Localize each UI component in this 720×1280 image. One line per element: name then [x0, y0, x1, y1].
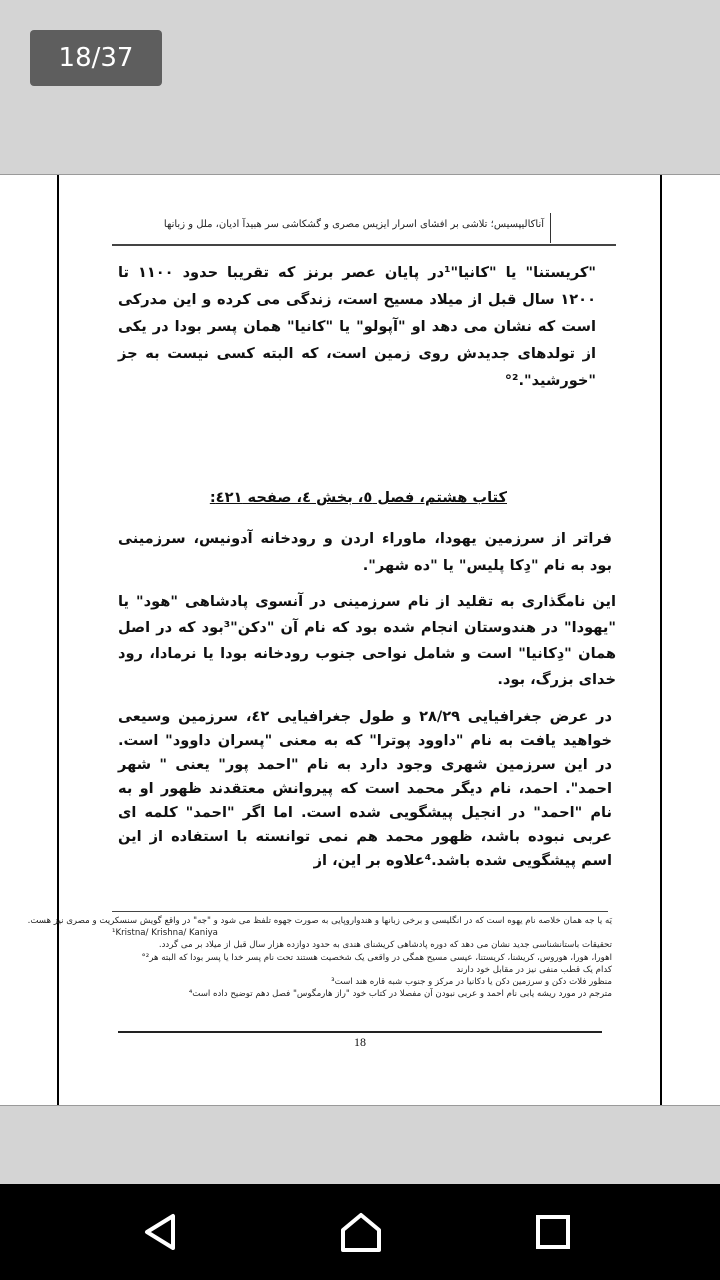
page-border-left	[57, 175, 59, 1105]
footnote: تحقیقات باستانشناسی جدید نشان می دهد که دوره پادشاهی کریشنای هندی به حدود دوازده هزار سال قبل از میلاد بر می گردد.	[158, 940, 612, 951]
footnotes	[27, 915, 612, 1000]
footer-rule	[118, 1031, 602, 1033]
footnote-rule	[112, 911, 608, 912]
page-counter: 18/37	[30, 30, 162, 86]
footnote: مترجم در مورد ریشه یابی نام احمد و عربی نبودن آن مفصلا در کتاب خود "راز هارمگوس" فصل دهم توضیح داده است⁴	[188, 989, 612, 1000]
square-recent-apps-icon	[523, 1206, 583, 1258]
footnote: ¹Kristna/ Krishna/ Kaniya	[112, 928, 218, 939]
recent-apps-button[interactable]	[523, 1206, 583, 1258]
document-page	[0, 174, 720, 1106]
header-divider	[550, 213, 551, 243]
triangle-back-icon	[131, 1206, 191, 1258]
paragraph-1: "کریستنا" یا "کانیا"¹در پایان عصر برنز که تقریبا حدود ۱۱۰۰ تا ۱۲۰۰ سال قبل از میلاد مسیح است، زندگی می کرده و این مدرکی است که نشان می دهد او "آپولو" یا "کانیا" همان پسر بودا در یکی از تولدهای جدیدش روی زمین است، که البته کسی نیست به جز "خورشید".²°	[118, 264, 597, 389]
header-rule	[112, 244, 616, 246]
footnote: منظور فلات دکن و سرزمین دکن یا دکانیا در مرکز و جنوب شبه قاره هند است³	[331, 977, 612, 988]
navigation-bar	[0, 1184, 720, 1280]
paragraph-3: این نامگذاری به تقلید از نام سرزمینی در آنسوی پادشاهی "هود" یا "یهودا" در هندوستان انجام شده بود که نام آن "دکن"³بود که در اصل همان "دِکانیا" است و شامل نواحی جنوب رودخانه بودا یا نرمادا، رود خدای بزرگ، بود.	[118, 593, 616, 688]
page-border-right	[660, 175, 662, 1105]
footnote: یَه یا جه همان خلاصه نام یهوه است که در انگلیسی و برخی زبانها و هندواروپایی به صورت جهوه تلفظ می شود و "جه" در واقع گویش سنسکریت و مصری نیز هست.	[27, 916, 612, 926]
paragraph-2: فراتر از سرزمین یهودا، ماوراء اردن و رودخانه آدونیس، سرزمینی بود به نام "دِکا پلیس" یا "ده شهر".	[118, 530, 612, 574]
paragraph-4: در عرض جغرافیایی ۲۸/۲۹ و طول جغرافیایی ٤٢، سرزمین وسیعی خواهید یافت به نام "داوود پوترا" که به معنی "پسران داوود" است. در این سرزمین شهری وجود دارد به نام "احمد پور" یعنی " شهر احمد". احمد، نام دیگر محمد است که پیروانش معتقدند ظهور او به نام "احمد" در انجیل پیشگویی شده است. اما اگر "احمد" کلمه ای عربی نبوده باشد، ظهور محمد هم نمی توانسته با استفاده از این اسم پیشگویی شده باشد.⁴علاوه بر این، از	[118, 708, 612, 869]
back-button[interactable]	[131, 1206, 191, 1258]
home-icon	[331, 1206, 391, 1258]
page-number: 18	[354, 1035, 366, 1049]
footnote: اهورا، هورا، هوروس، کریشنا، کریستنا، عیسی مسیح همگی در واقعی یک شخصیت هستند تحت نام پسر خدا یا پسر بودا که البته هر²°	[141, 952, 612, 963]
home-button[interactable]	[331, 1206, 391, 1258]
footnote: کدام یک قطب منفی نیز در مقابل خود دارند	[456, 964, 612, 975]
section-heading: کتاب هشتم، فصل ٥، بخش ٤، صفحه ٤٢١:	[209, 489, 507, 506]
running-header: آناکالیپسیس؛ تلاشی بر افشای اسرار ایزیس مصری و گشکاشی سر هبیدآ ادیان، ملل و زبانها	[163, 219, 544, 230]
